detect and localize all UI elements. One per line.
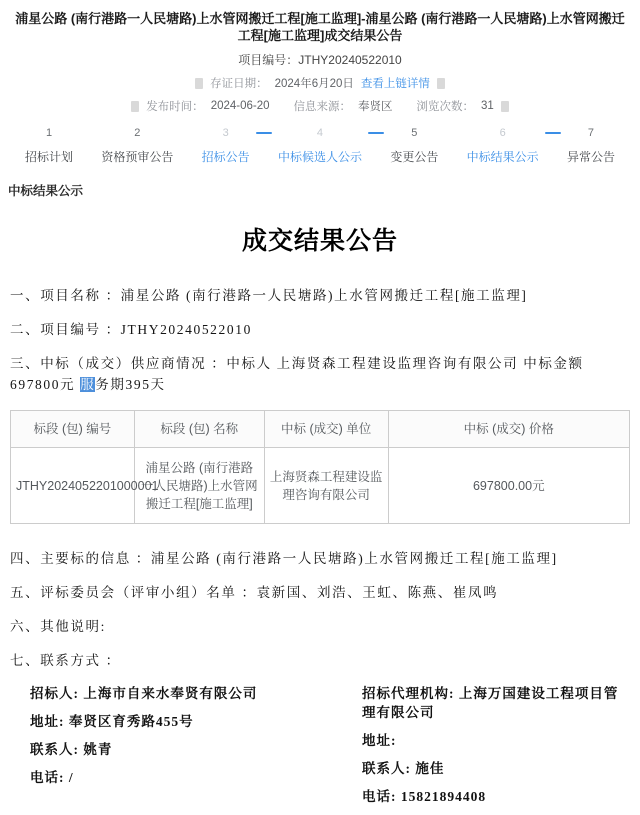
- publish-date: 2024-06-20: [210, 100, 270, 112]
- cell-section-number: JTHY2024052201000001: [11, 448, 135, 524]
- step-label-abnormal-announcement: 异常公告: [566, 150, 615, 164]
- step-label-bid-plan: 招标计划: [25, 150, 74, 164]
- cell-section-name: 浦星公路 (南行港路一人民塘路)上水管网搬迁工程[施工监理]: [134, 448, 264, 524]
- announcement-stepper: [25, 126, 615, 165]
- tenderer-address: 地址: 奉贤区育秀路455号: [30, 714, 194, 729]
- cert-date-label: 存证日期：: [210, 78, 268, 90]
- bid-result-table: [10, 410, 630, 524]
- cert-left-icon: [195, 78, 203, 89]
- step-label-prequalification: 资格预审公告: [101, 150, 174, 164]
- cell-winning-price: 697800.00元: [388, 448, 629, 524]
- step-number: 6: [499, 127, 506, 139]
- step-connector: [545, 132, 561, 134]
- step-candidate-publicity[interactable]: [278, 126, 362, 165]
- header-winning-unit: 中标 (成交) 单位: [264, 411, 388, 448]
- step-connector: [368, 132, 384, 134]
- agency-name: 招标代理机构: 上海万国建设工程项目管理有限公司: [362, 686, 619, 720]
- step-number: 4: [316, 127, 324, 139]
- tenderer-contact-block: [10, 684, 362, 815]
- step-result-publicity[interactable]: [467, 126, 539, 165]
- cert-date-value: 2024年6月20日: [274, 78, 354, 90]
- step-connector: [256, 132, 272, 134]
- tenderer-name: 招标人: 上海市自来水奉贤有限公司: [30, 686, 258, 701]
- step-abnormal-announcement: [567, 126, 615, 165]
- step-number: 5: [411, 127, 418, 139]
- paragraph-committee-list: 五、评标委员会（评审小组）名单 ：袁新国、刘浩、王虹、陈燕、崔凤鸣: [10, 585, 499, 600]
- cert-date-row: [0, 75, 640, 91]
- cert-right-icon: [437, 78, 445, 89]
- step-prequalification: [101, 126, 173, 165]
- header-section-name: 标段 (包) 名称: [134, 411, 264, 448]
- paragraph-project-name: 一、项目名称 ：浦星公路 (南行港路一人民塘路)上水管网搬迁工程[施工监理]: [10, 288, 528, 303]
- paragraph-contact-heading: 七、联系方式 ：: [10, 653, 121, 668]
- step-connector: [179, 132, 195, 134]
- notice-body-bottom: [10, 548, 630, 671]
- agency-contact-block: [362, 684, 630, 815]
- agency-contact-person: 联系人: 施佳: [362, 761, 445, 776]
- winner-info-text: 三、中标（成交）供应商情况 ：中标人 上海贤森工程建设监理咨询有限公司 中标金额697800元: [10, 356, 584, 392]
- header-winning-price: 中标 (成交) 价格: [388, 411, 629, 448]
- step-bid-announcement[interactable]: [202, 126, 250, 165]
- source-label: 信息来源：: [293, 101, 352, 113]
- header-section-number: 标段 (包) 编号: [11, 411, 135, 448]
- section-label: 中标结果公示: [8, 184, 84, 198]
- project-number-value: JTHY20240522010: [298, 53, 402, 67]
- tenderer-contact-person: 联系人: 姚青: [30, 742, 113, 757]
- step-bid-plan: [25, 126, 73, 165]
- views-label: 浏览次数：: [416, 101, 475, 113]
- agency-phone: 电话: 15821894408: [362, 789, 487, 804]
- step-number: 7: [587, 127, 595, 139]
- views-value: 31: [481, 100, 494, 112]
- contact-section: [10, 684, 630, 815]
- notice-body-top: [10, 285, 630, 395]
- step-number: 2: [134, 127, 141, 139]
- publish-right-icon: [501, 101, 509, 112]
- publish-label: 发布时间：: [146, 101, 204, 113]
- winner-info-text-tail: 务期395天: [95, 377, 166, 392]
- table-row: [11, 448, 630, 524]
- step-number: 1: [45, 127, 53, 139]
- step-label-candidate-publicity[interactable]: 中标候选人公示: [277, 150, 362, 164]
- page-title: 浦星公路 (南行港路一人民塘路)上水管网搬迁工程[施工监理]-浦星公路 (南行港路一人民塘路)上水管网搬迁工程[施工监理]成交结果公告: [15, 11, 625, 43]
- step-change-announcement: [390, 126, 438, 165]
- paragraph-other-notes: 六、其他说明:: [10, 619, 106, 634]
- highlighted-text: 服: [80, 377, 96, 392]
- notice-heading: 成交结果公告: [241, 227, 398, 255]
- publish-left-icon: [131, 101, 139, 112]
- table-header-row: [11, 411, 630, 448]
- paragraph-subject-info: 四、主要标的信息 ：浦星公路 (南行港路一人民塘路)上水管网搬迁工程[施工监理]: [10, 551, 558, 566]
- step-label-bid-announcement[interactable]: 招标公告: [201, 150, 250, 164]
- agency-address: 地址:: [362, 733, 397, 748]
- step-label-change-announcement: 变更公告: [390, 150, 439, 164]
- project-number-label: 项目编号：: [238, 53, 299, 67]
- cell-winning-unit: 上海贤森工程建设监理咨询有限公司: [264, 448, 388, 524]
- publish-info-row: [0, 98, 640, 114]
- source-value: 奉贤区: [358, 101, 393, 113]
- tenderer-phone: 电话: /: [30, 770, 74, 785]
- step-connector: [444, 132, 460, 134]
- paragraph-project-number: 二、项目编号 ：JTHY20240522010: [10, 322, 252, 337]
- project-number-row: [0, 51, 640, 68]
- step-connector: [79, 132, 95, 134]
- step-number: 3: [222, 127, 229, 139]
- view-chain-link[interactable]: 查看上链详情: [360, 78, 430, 90]
- step-label-result-publicity[interactable]: 中标结果公示: [466, 150, 539, 164]
- paragraph-winner-info: [10, 353, 630, 395]
